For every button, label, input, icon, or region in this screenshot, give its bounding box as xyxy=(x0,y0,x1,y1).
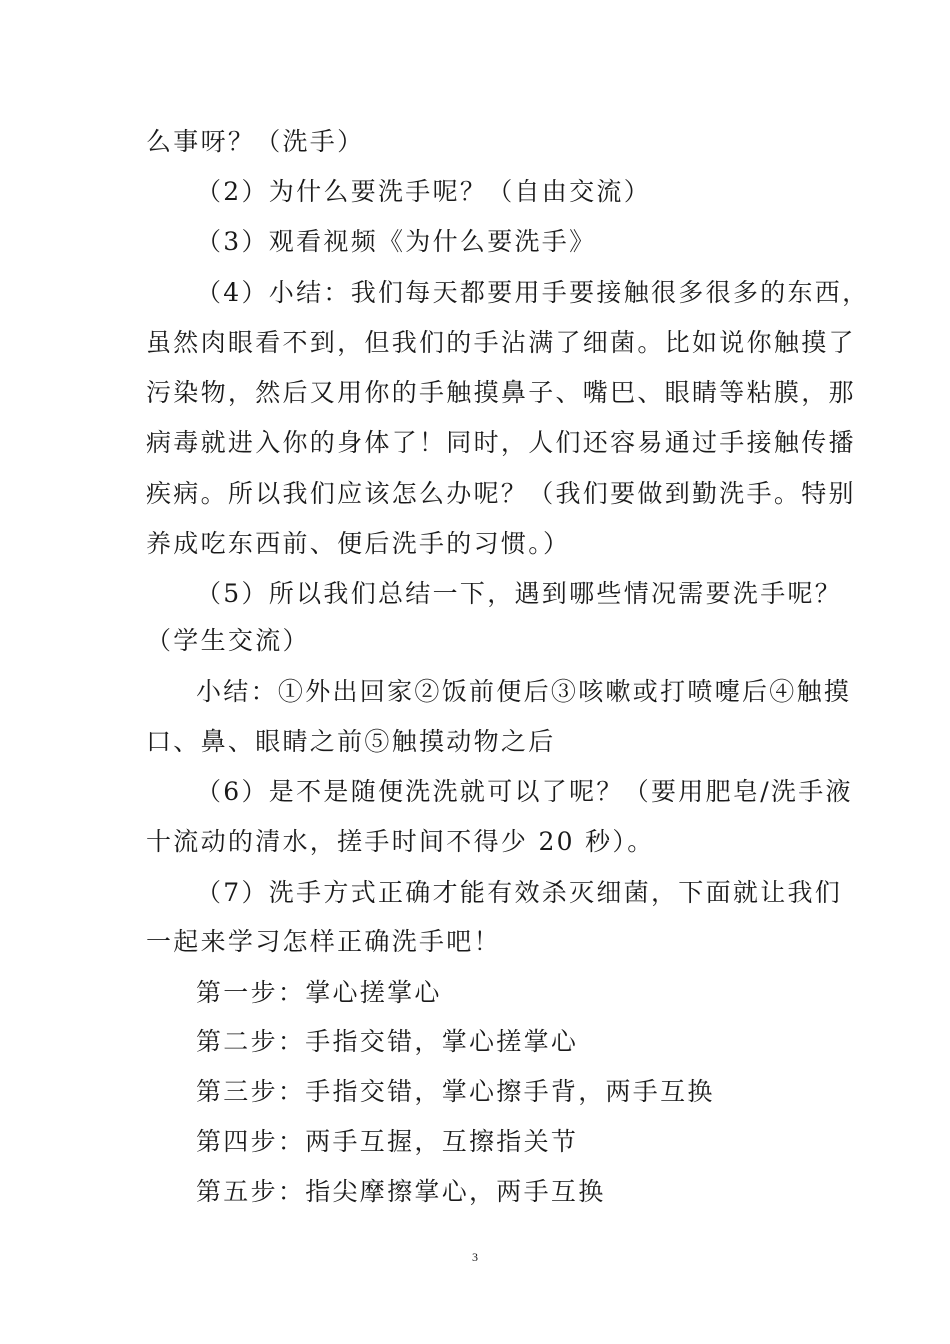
text-line: 么事呀？（洗手） xyxy=(146,127,365,156)
text-line: （学生交流） xyxy=(146,626,310,655)
text-line: （4）小结：我们每天都要用手要接触很多很多的东西， xyxy=(196,278,870,307)
text-line: 小结：①外出回家②饭前便后③咳嗽或打喷嚏后④触摸 xyxy=(196,677,852,706)
text-line: 第四步：两手互握，互擦指关节 xyxy=(196,1127,579,1156)
text-line: （3）观看视频《为什么要洗手》 xyxy=(196,227,597,256)
text-line: 第五步：指尖摩擦掌心，两手互换 xyxy=(196,1177,606,1206)
text-line: 第三步：手指交错，掌心擦手背，两手互换 xyxy=(196,1077,715,1106)
text-line: （7）洗手方式正确才能有效杀灭细菌，下面就让我们 xyxy=(196,878,843,907)
text-line: （6）是不是随便洗洗就可以了呢？（要用肥皂/洗手液 xyxy=(196,777,853,806)
text-line: 污染物，然后又用你的手触摸鼻子、嘴巴、眼睛等粘膜，那 xyxy=(146,378,856,407)
text-line: 一起来学习怎样正确洗手吧！ xyxy=(146,927,501,956)
text-line: 口、鼻、眼睛之前⑤触摸动物之后 xyxy=(146,727,556,756)
text-line: （5）所以我们总结一下，遇到哪些情况需要洗手呢？ xyxy=(196,579,843,608)
text-line: 养成吃东西前、便后洗手的习惯。） xyxy=(146,529,571,558)
text-line: 疾病。所以我们应该怎么办呢？（我们要做到勤洗手。特别 xyxy=(146,479,856,508)
text-line: 第二步：手指交错，掌心搓掌心 xyxy=(196,1027,579,1056)
text-line: 虽然肉眼看不到，但我们的手沾满了细菌。比如说你触摸了 xyxy=(146,328,856,357)
text-line: 病毒就进入你的身体了！同时，人们还容易通过手接触传播 xyxy=(146,428,856,457)
text-line: （2）为什么要洗手呢？（自由交流） xyxy=(196,177,652,206)
page-number: 3 xyxy=(472,1250,478,1264)
text-line: 第一步：掌心搓掌心 xyxy=(196,978,442,1007)
text-line: 十流动的清水，搓手时间不得少 20 秒）。 xyxy=(146,827,655,856)
